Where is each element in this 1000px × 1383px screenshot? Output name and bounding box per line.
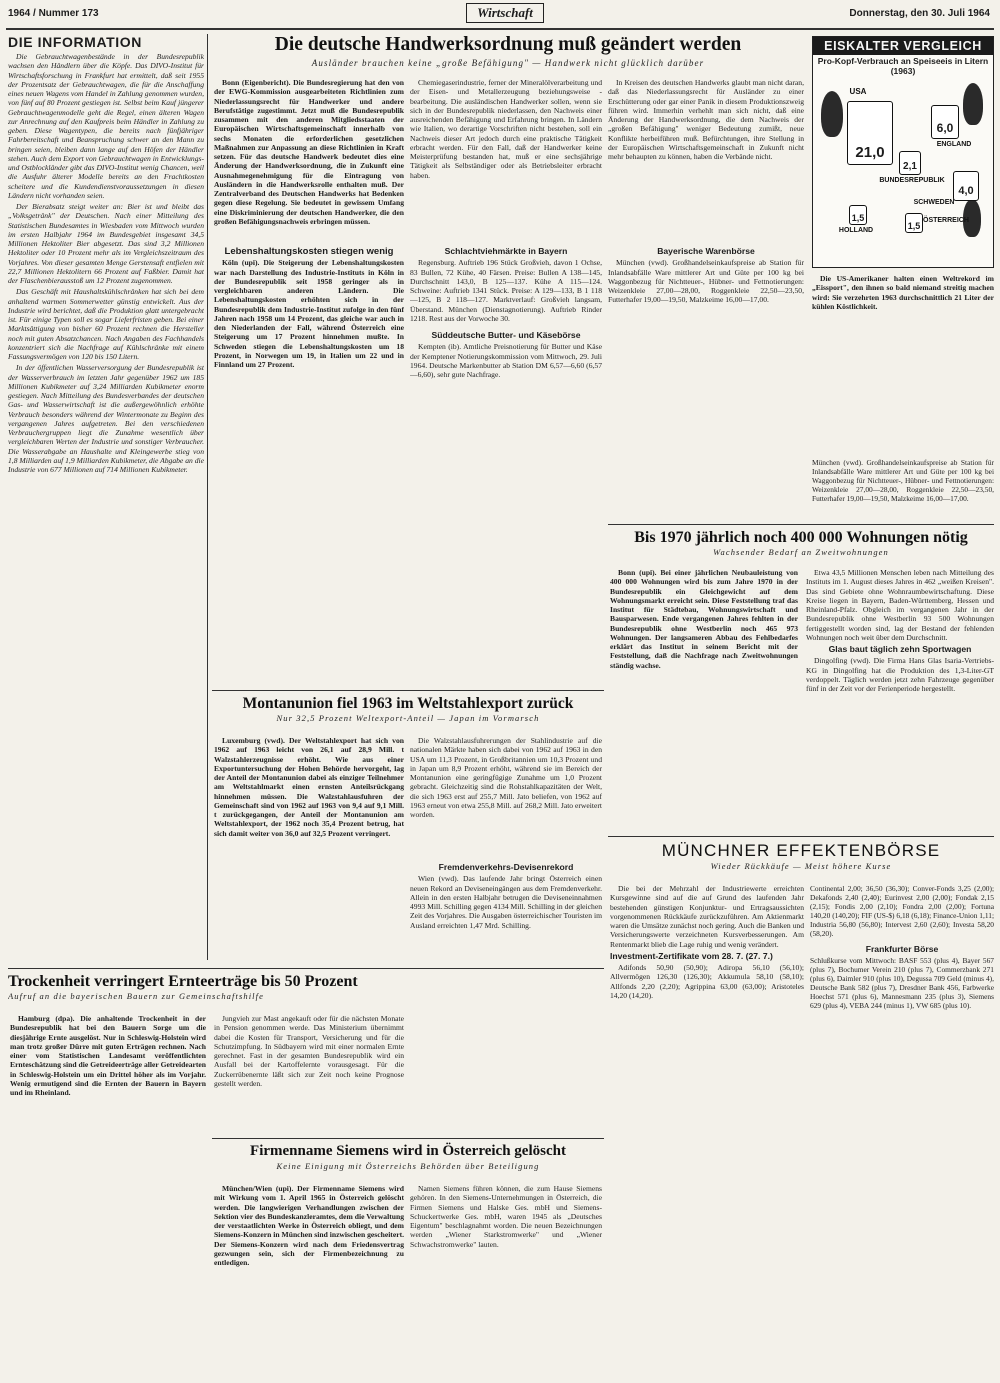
- holland-label: HOLLAND: [838, 227, 874, 234]
- eiskalt-title: EISKALTER VERGLEICH: [813, 37, 993, 55]
- glas-headline: Glas baut täglich zehn Sportwagen: [828, 644, 972, 654]
- siemens-headline: Firmenname Siemens wird in Österreich gelöscht: [250, 1143, 566, 1159]
- column-rule: [207, 34, 208, 960]
- vieh-article: [410, 244, 602, 684]
- eiskalt-graphic: [813, 77, 992, 265]
- ernte-headline-block: [8, 972, 604, 1010]
- eiskalt-caption: [812, 274, 994, 454]
- section-title: Wirtschaft: [466, 3, 544, 23]
- oesterreich-label: ÖSTERREICH: [923, 217, 969, 224]
- lebenshaltung-article: [214, 244, 404, 444]
- lead-col-2: [410, 78, 602, 238]
- montan-text: Luxemburg (vwd). Der Weltstahlexport hat sich von 1962 auf 1963 leicht von 26,1 auf 28,9 Mill. t Walzstahlerzeugnisse erhöht. Wie aus einer Exportuntersuchung der Hohen Behörde hervorgeht, lag der Anteil der Montanunion dabei als einziger Teilnehmer am Weltstahlmarkt einen ernsten Anteilsrückgang hinnehmen müssen. Die Walzstahlausfuhren der Gemeinschaft sind von 1962 auf 1963 von 9,4 auf 9,1 Mill. t zurückgegangen, der Anteil der Montanunion am Weltstahlexport, der 1962 noch 35,4 Prozent betrug, hat sich damit weiter von 36,0 auf 32,5 Prozent verringert.: [214, 736, 404, 838]
- wohnungen-subheadline: Wachsender Bedarf an Zweitwohnungen: [713, 547, 889, 557]
- montan-col-1: [214, 736, 404, 964]
- wohnungen-text: Bonn (upi). Bei einer jährlichen Neubauleistung von 400 000 Wohnungen wird bis zum Jahre 1970 in der Bundesrepublik ein Gleichgewicht auf dem Wohnungsmarkt erreicht sein. Diese Feststellung traf das Institut für Städtebau, Wohnungswirtschaft und Bausparwesen. Ende vergangenen Jahres fehlten in der Bundesrepublik ohne Westberlin noch 465 973 Wohnungen. Der langsameren Abbau des Fehlbedarfes erklärt das Institut in seinem Bericht mit der Feststellung, daß die Nachfrage nach Zweitwohnungen ständig wachse.: [610, 568, 798, 670]
- england-pitcher: [931, 105, 959, 139]
- eiskalt-subtitle: Pro-Kopf-Verbrauch an Speiseeis in Litern (1963): [817, 56, 989, 76]
- section-rule: [212, 690, 604, 691]
- lead-text: Chemiegaserindustrie, ferner der Mineralölverarbeitung und der Eisen- und Metallerzeugung beziehungsweise -bearbeitung. Die ausländischen Handwerker sollen, wenn sie sich in der Bundesrepublik niederlassen, den Nachweis einer ausreichenden Befähigung und Erfahrung bringen. In Ländern wie Italien, wo derartige Vorschriften nicht bestehen, soll ein Nachweis dieser Art jedoch durch eine praktische Tätigkeit erbracht werden. Für den Fall, daß der Handwerker keine Meisterprüfung bestanden hat, muß er eine sechsjährige Tätigkeit als Selbständiger oder als Betriebsleiter erbracht haben.: [410, 78, 602, 180]
- warenboerse-text: München (vwd). Großhandelseinkaufspreise ab Station für Inlandsabfälle Ware mittlerer Art und Güte per 100 kg bei Waggonbezug für Nichtteuer-, Hübner- und Fettnotierungen: Weizenkleie 27,00—28,00, Roggenkleie 22,50—23,50, Futterhafer 19,00—19,50, Malzkeime 16,00—17,00.: [608, 258, 804, 305]
- effekten-headline: MÜNCHNER EFFEKTENBÖRSE: [661, 841, 941, 860]
- wohnungen-col-2: [806, 568, 994, 830]
- invest-text: Adifonds 50,90 (50,90); Adiropa 56,10 (56,10); Allvermögen 126,30 (126,30); Akkumula 58,10 (58,10); Allfonds 2,20 (2,20); Agrippina 63,00 (63,00); Aristoteles 14,20 (14,20).: [610, 963, 804, 1000]
- rates-text: München (vwd). Großhandelseinkaufspreise ab Station für Inlandsabfälle Ware mittlerer Art und Güte per 100 kg bei Waggonbezug für Nichtteuer-, Hübner- und Fettnotierungen: Weizenkleie 27,00—28,00, Roggenkleie 22,50—23,50, Futterhafer 19,00—19,50, Malzkeime 16,00—17,00.: [812, 458, 994, 504]
- kaese-headline: Süddeutsche Butter- und Käsebörse: [431, 330, 581, 340]
- boerse-rates: Continental 2,00; 36,50 (36,30); Conver-Fonds 3,25 (2,00); Dekafonds 2,40 (2,40); Eurinvest 2,00 (2,00); Fondak 2,15 (2,15); Fondis 2,00 (2,10); Fondra 2,00 (2,00); Fortuna 140,20 (140,20); FIF (US-$) 6,18 (6,18); Finance-Union 1,11; Industria 56,80 (56,80); Intervest 2,60 (2,60); Investa 58,20 (58,20).: [810, 884, 994, 939]
- issue-date: Donnerstag, den 30. Juli 1964: [849, 8, 990, 19]
- usa-label: USA: [849, 87, 867, 96]
- information-column: [8, 34, 204, 964]
- section-rule: [608, 524, 994, 525]
- lead-col-1: [214, 78, 404, 238]
- information-title: DIE INFORMATION: [8, 34, 142, 50]
- masthead: [0, 2, 1000, 28]
- usa-value: 21,0: [855, 144, 885, 161]
- holland-value: 1,5: [851, 213, 865, 223]
- glas-text: Dingolfing (vwd). Die Firma Hans Glas Isaria-Vertriebs-KG in Dingolfing hat die Produktion des 1,3-Liter-GT verdoppelt. Täglich werden jetzt zehn Fahrzeuge gegenüber fünf in der Zeit vor der Ferienperiode hergestellt.: [806, 656, 994, 693]
- schweden-label: SCHWEDEN: [913, 199, 955, 206]
- effekten-subheadline: Wieder Rückkäufe — Meist höhere Kurse: [710, 861, 892, 871]
- section-rule: [608, 836, 994, 837]
- warenboerse-headline: Bayerische Warenbörse: [657, 246, 755, 256]
- section-rule: [8, 968, 604, 969]
- montan-headline-block: [212, 694, 604, 732]
- masthead-rule: [6, 28, 994, 30]
- wohnungen-text: Etwa 43,5 Millionen Menschen leben nach Mitteilung des Instituts im 1. August dieses Jahres in 462 „weißen Kreisen". Das sind Gebiete ohne Wohnraumbewirtschaftung. Diese Kreise liegen in Bayern, Baden-Württemberg, Hessen und Rheinland-Pfalz. Obgleich im vergangenen Jahr in der Bundesrepublik ohne Westberlin 93 500 Wohnungen fertiggestellt worden sind, lag der Bestand der fehlenden Wohnungen noch weit über dem Durchschnitt.: [806, 568, 994, 642]
- vieh-headline: Schlachtviehmärkte in Bayern: [444, 246, 568, 256]
- wohnungen-col-1: [610, 568, 798, 830]
- lead-headline: Die deutsche Handwerksordnung muß geändert werden: [274, 34, 742, 55]
- wohnungen-headline: Bis 1970 jährlich noch 400 000 Wohnungen nötig: [634, 529, 968, 546]
- frankfurt-text: Schlußkurse vom Mittwoch: BASF 553 (plus 4), Bayer 567 (plus 7), Bochumer Verein 210 (plus 7), Commerzbank 271 (plus 6), Daimler 910 (plus 10), Degussa 709 Geld (minus 4), Deutsche Bank 582 (plus 7), Dresdner Bank 456, Farbwerke Hoechst 571 (plus 6), Mannesmann 235 (plus 3), Siemens 629 (plus 4), VEBA 244 (minus 1), VW 685 (plus 10).: [810, 955, 994, 1011]
- invest-headline: Investment-Zertifikate vom 28. 7. (27. 7.): [610, 950, 773, 961]
- eiskalt-caption-text: Die US-Amerikaner halten einen Weltrekord im „Eissport", den ihnen so bald niemand streitig machen wird: Sie verzehrten 1963 durchschnittlich 21 Liter der kühlen Köstlichkeit.: [812, 274, 994, 311]
- bundesrepublik-value: 2,1: [903, 161, 917, 172]
- siemens-headline-block: [212, 1142, 604, 1180]
- effekten-text: Die bei der Mehrzahl der Industriewerte erreichten Kursgewinne sind auf die auf Grund des laufenden Jahr bestehenden günstigen Konjunktur- und Ertragsaussichten vorgenommenen Rückkäufe zurückzuführen. Am Aktienmarkt waren die Umsätze zunächst noch gering. Auch die Banken und Versicherungswerte verzeichneten Kursverbesserungen. Am Rentenmarkt blieb die Lage ruhig und wenig verändert.: [610, 884, 804, 949]
- siemens-col-1: [214, 1184, 404, 1378]
- montan-text: Die Walzstahlausfuhrerungen der Stahlindustrie auf die nationalen Märkte haben sich dabei von 1962 auf 1963 in den USA um 11,3 Prozent, in Großbritannien um 10,3 Prozent und in Japan um 8,9 Prozent erhöht, während sie im Bereich der Montanunion eine geringfügige Zunahme um 1,0 Prozent gebracht. Gleichzeitig sind die Rohstahlkapazitäten der Welt, die sich 1963 erst auf 255,7 Mill. Jato beliefen, von 1962 auf 1963 erneut von etwa 255,8 Mill. auf 268,2 Mill. Jato erweitert worden.: [410, 736, 602, 819]
- oesterreich-value: 1,5: [907, 221, 921, 231]
- oesterreich-pitcher: [905, 213, 923, 233]
- effekten-headline-block: [608, 840, 994, 880]
- effekten-col-1: [610, 884, 804, 1378]
- lebenshaltung-text: Köln (upi). Die Steigerung der Lebenshaltungskosten war nach Darstellung des Industrie-Instituts in Köln in der Bundesrepublik seit 1958 geringer als in vergleichbaren anderen Ländern. Die Lebenshaltungskosten erhöhten sich in der Bundesrepublik dem Industrie-Institut zufolge in den fünf Jahren nach 1958 um 14 Prozent, das gleiche war auch in den Niederlanden der Fall, während Österreich eine Steigerung um 17 Prozent hinnehmen mußte. In Schweden stiegen die Lebenshaltungskosten um 18 Prozent, in Norwegen um 19, in Italien um 22 und in Finnland um 27 Prozent.: [214, 258, 404, 369]
- vieh-text: Regensburg. Auftrieb 196 Stück Großvieh, davon 1 Ochse, 83 Bullen, 72 Kühe, 40 Färsen. Preise: Bullen A 138—145, Durchschnitt 143,0, B 125—137. Kühe A 115—124. Schweine: Auftrieb 1341 Stück. Preise: A 129—133, B 1 118—125, B 2 118—127. Marktverlauf: Großvieh langsam, Überstand. München (Dienstagnotierung). Auftrieb Rinder 1218. Rest aus der Vorwoche 30.: [410, 258, 602, 323]
- bundesrepublik-label: BUNDESREPUBLIK: [879, 177, 945, 184]
- usa-pitcher: [847, 101, 893, 165]
- schweden-pitcher: [953, 171, 979, 201]
- figure-icon: [821, 91, 843, 137]
- lead-col-3: [608, 78, 804, 238]
- issue-label: 1964 / Nummer 173: [8, 8, 99, 19]
- devisen-text: Wien (vwd). Das laufende Jahr bringt Österreich einen neuen Rekord an Deviseneingängen aus dem Fremdenverkehr. Allein in den ersten Halbjahr betrugen die Deviseneinnahmen 4993 Mill. Schilling gegen 4134 Mill. Schilling in der gleichen Zeit des Vorjahres. Die Ausgaben österreichischer Touristen im Ausland erreichten 1,47 Mrd. Schilling.: [410, 874, 602, 930]
- bundesrepublik-pitcher: [899, 151, 921, 175]
- information-paragraph: In der öffentlichen Wasserversorgung der Bundesrepublik ist der Wasserverbrauch im letzten Jahr gegenüber 1962 um 185 Millionen Kubikmeter auf 3,24 Milliarden Kubikmeter enorm gestiegen. Nach Mitteilung des Bundesverbandes der deutschen Gas- und Wasserwirtschaft ist die außergewöhnlich erhöhte Verbrauch besonders während der Wintermonate zu Beginn des vergangenen Jahres aufgetreten. Bei den verschiedenen Verbrauchergruppen liegt die Zunahme wesentlich über vergleichbaren Werten der Industrie und sonstiger Verbraucher. Die Wasserabgabe an Haushalte und Kleingewerbe stieg von 1,8 Milliarden auf 1,9 Milliarden Kubikmeter, die Abgabe an die Industrie von 677 Millionen auf 714 Millionen Kubikmeter.: [8, 363, 204, 474]
- frankfurt-headline: Frankfurter Börse: [865, 943, 939, 954]
- ernte-text: Hamburg (dpa). Die anhaltende Trockenheit in der Bundesrepublik hat bei den Bauern Sorge um die diesjährige Ernte ausgelöst. Nur in Schleswig-Holstein wird man trotz großer Dürre mit guten Erträgen rechnen. Nach einer vom Statistischen Landesamt veröffentlichten Ernteschätzung sind die Getreideerträge aller Getreidearten in Schleswig-Holstein um ein Drittel höher als im Vorjahr. Wenig ermutigend sind die Ernten der Bauern in Bayern und im Rheinland.: [10, 1014, 206, 1097]
- lead-subheadline: Ausländer brauchen keine „große Befähigung" — Handwerk nicht glücklich darüber: [311, 58, 705, 68]
- montan-headline: Montanunion fiel 1963 im Weltstahlexport zurück: [242, 695, 574, 712]
- ernte-col-2: [214, 1014, 404, 1134]
- england-value: 6,0: [936, 121, 954, 135]
- lead-text: In Kreisen des deutschen Handwerks glaubt man nicht daran, daß das Niederlassungsrecht für Ausländer zu einer Erschütterung oder gar einer Panik in diesem Produktionszweig führen wird. Immerhin verhehlt man sich nicht, daß eine Änderung der Handwerksordnung, die dem Nachweis der „großen Befähigung" weniger Bedeutung zumißt, neue Konflikte herbeiführen muß. Befürchtungen, ihre Stellung in der Europäischen Wirtschaftsgemeinschaft in Zukunft nicht mehr behaupten zu können, haben die Verbände nicht.: [608, 78, 804, 161]
- section-rule: [212, 1138, 604, 1139]
- siemens-text: Namen Siemens führen können, die zum Hause Siemens gehören. In den Siemens-Unternehmungen in Österreich, die Firmen Siemens und Halske Ges. mbH und Siemens-Schuckertwerke Ges. mbH, waren 1945 als „Deutsches Eigentum" beschlagnahmt worden. Die neuen Bezeichnungen werden „Wiener Starkstromwerke" und „Wiener Schwachstromwerke" lauten.: [410, 1184, 602, 1249]
- devisen-article: [410, 860, 602, 964]
- england-label: ENGLAND: [936, 141, 972, 148]
- information-paragraph: Die Gebrauchtwagenbestände in der Bundesrepublik wachsen den Händlern über die Köpfe. Das DIVO-Institut für Wirtschaftsforschung in Frankfurt hat ermittelt, daß seit 1955 der Prozentsatz der Gebrauchtwagen, die für die Anschaffung eines neuen Wagens vom Handel in Zahlung genommen wurden, von fünf auf 80 Prozent gestiegen ist. Selbst beim Kauf jüngerer Gebrauchtwagenmodelle geht die Regel, einen älteren Wagen zur Anrechnung auf den Kaufpreis beim Händler in Zahlung zu geben. Diese Wagentypen, die bereits nach fünfjähriger Fahrbereitschaft und Beanspruchung schwer an den Mann zu bringen seien, bleiben dann lange auf den Höfen der Händler stehen. Auch dem Export von Gebrauchtwagen in Entwicklungs- und Ostblockländer gibt das DIVO-Institut wenig Chancen, weil die Ausfuhr älterer Modelle bereits an den Frachtkosten scheitere und die Kundendienstvoraussetzungen in diesen Ländern nicht vorhanden seien.: [8, 52, 204, 200]
- boerse-col: [810, 884, 994, 1378]
- schweden-value: 4,0: [958, 185, 974, 197]
- lebenshaltung-headline: Lebenshaltungskosten stiegen wenig: [224, 246, 394, 257]
- ernte-subheadline: Aufruf an die bayerischen Bauern zur Gemeinschaftshilfe: [8, 991, 264, 1001]
- montan-col-2: [410, 736, 602, 856]
- information-paragraph: Der Bierabsatz steigt weiter an: Bier ist und bleibt das „Volksgetränk" der Deutschen. Nach einer Mitteilung des Statistischen Bundesamtes in Wiesbaden vom Mittwoch wurden im ersten Halbjahr 1964 im Bundesgebiet insgesamt 34,5 Millionen Hektoliter Bier abgesetzt. Das sind 3,2 Millionen Hektoliter oder 10 Prozent mehr als im Vergleichszeitraum des Vorjahres. Von dieser gesamten Menge Gerstensaft entfielen mit 22,7 Millionen Hektolitern 66 Prozent auf Faßbier. Damit hat der Flaschenbierausstoß um 12 Prozent zugenommen.: [8, 202, 204, 285]
- warenboerse-article: [608, 244, 804, 524]
- eiskalt-infographic: [812, 36, 994, 268]
- kaese-text: Kempten (ib). Amtliche Preisnotierung für Butter und Käse der Kemptener Notierungskommission vom Mittwoch, 29. Juli 1964. Deutsche Markenbutter ab Station DM 6,57—6,60 (6,57—6,60), sehr gute Nachfrage.: [410, 342, 602, 379]
- montan-subheadline: Nur 32,5 Prozent Weltexport-Anteil — Japan im Vormarsch: [276, 713, 540, 723]
- ernte-col-1: [10, 1014, 206, 1378]
- information-body: [8, 52, 204, 474]
- ernte-text: Jungvieh zur Mast angekauft oder für die nächsten Monate in Pension genommen werde. Das Ministerium übernimmt dabei die Kosten für Transport, Versicherung und für die Schutzimpfung. In Südbayern wird mit einer normalen Ernte gerechnet. Fast in der gesamten Bundesrepublik wird ein Ausfall bei der Kartoffelernte vorausgesagt. Für die Zuckerrübenernte läßt sich zur Zeit noch keine Prognose gestellt werden.: [214, 1014, 404, 1088]
- holland-pitcher: [849, 205, 867, 225]
- information-paragraph: Das Geschäft mit Haushaltskühlschränken hat sich bei dem anhaltend warmen Sommerwetter günstig entwickelt. Aus der Industrie wird berichtet, daß die Produktion glatt untergebracht ist. Für einige Typen soll es sogar Lieferfristen geben. Bei einer Marktsättigung von bisher 60 Prozent rechnen die Hersteller noch mit guten Absatzchancen. Nach Angaben des Fachhandels konzentriert sich die Nachfrage auf Kühlschränke mit einem Fassungsvermögen von 120 bis 150 Litern.: [8, 287, 204, 361]
- devisen-headline: Fremdenverkehrs-Devisenrekord: [438, 862, 574, 872]
- lead-text: Bonn (Eigenbericht). Die Bundesregierung hat den von der EWG-Kommission ausgearbeiteten Richtlinien zum Niederlassungsrecht für Handwerker und andere Berufstätige zugestimmt. Jetzt muß die Bundesrepublik zusammen mit den anderen Mitgliedsstaaten der Europäischen Wirtschaftsgemeinschaft innerhalb von sechs Monaten die erforderlichen gesetzlichen Maßnahmen zur Anpassung an diese Richtlinien in Kraft setzen. Für das deutsche Handwerk bedeutet dies eine Änderung der Handwerksordnung, die in Zukunft eine Ausnahmegenehmigung für die Eintragung von Ausländern in die Handwerksrolle enthalten muß. Der Zentralverband des Deutschen Handwerks hat Bedenken gegen diese Regelung. Sie bedeutet in gewissem Umfang eine Diskriminierung der deutschen Handwerker, die den großen Befähigungsnachweis erbringen müssen.: [214, 78, 404, 226]
- lead-headline-block: [212, 34, 804, 74]
- siemens-col-2: [410, 1184, 602, 1378]
- ernte-headline: Trockenheit verringert Ernteerträge bis 50 Prozent: [8, 973, 358, 990]
- siemens-subheadline: Keine Einigung mit Österreichs Behörden über Beteiligung: [276, 1161, 540, 1171]
- siemens-text: München/Wien (upi). Der Firmenname Siemens wird mit Wirkung vom 1. April 1965 in Österreich gelöscht werden. Die langwierigen Verhandlungen zwischen der Sektion vier des Bundeskanzleramtes, dem die Verwaltung der verstaatlichten Werke in Österreich obliegt, und dem Siemens-Konzern in München sind inzwischen gescheitert. Der Siemens-Konzern wird nach dem Friedensvertrag gezwungen sein, sich der Firmenbezeichnung zu entledigen.: [214, 1184, 404, 1267]
- wohnungen-headline-block: [608, 528, 994, 564]
- figure-icon: [963, 83, 983, 125]
